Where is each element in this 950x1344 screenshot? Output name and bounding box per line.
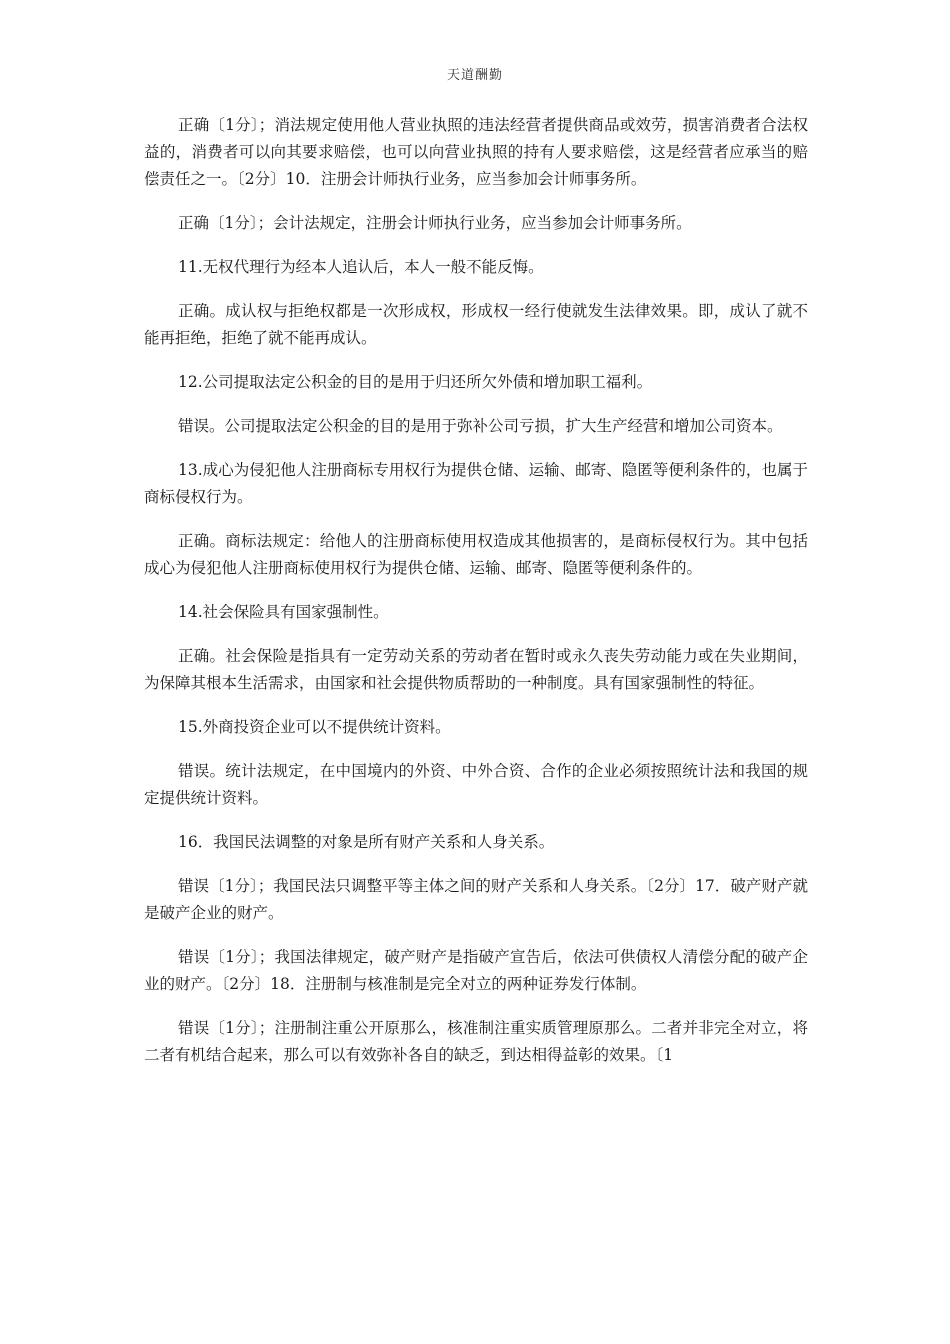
page-header: 天道酬勤	[446, 68, 503, 83]
question-16: 16．我国民法调整的对象是所有财产关系和人身关系。	[178, 833, 555, 851]
answer-15: 错误。统计法规定，在中国境内的外资、中外合资、合作的企业必须按照统计法和我国的规定提供统计资料。	[144, 762, 808, 807]
answer-14: 正确。社会保险是指具有一定劳动关系的劳动者在暂时或永久丧失劳动能力或在失业期间，为保障其根本生活需求，由国家和社会提供物质帮助的一种制度。具有国家强制性的特征。	[144, 647, 808, 692]
paragraph-1: 正确〔1分〕；消法规定使用他人营业执照的违法经营者提供商品或效劳，损害消费者合法权益的，消费者可以向其要求赔偿，也可以向营业执照的持有人要求赔偿，这是经营者应承当的赔偿责任之一。〔2分〕10．注册会计师执行业务，应当参加会计师事务所。	[144, 116, 808, 188]
question-13: 13.成心为侵犯他人注册商标专用权行为提供仓储、运输、邮寄、隐匿等便利条件的，也属于商标侵权行为。	[144, 461, 808, 506]
answer-12: 错误。公司提取法定公积金的目的是用于弥补公司亏损，扩大生产经营和增加公司资本。	[178, 417, 783, 435]
answer-16: 错误〔1分〕；我国民法只调整平等主体之间的财产关系和人身关系。〔2分〕17．破产财产就是破产企业的财产。	[144, 877, 808, 922]
answer-13: 正确。商标法规定：给他人的注册商标使用权造成其他损害的，是商标侵权行为。其中包括成心为侵犯他人注册商标使用权行为提供仓储、运输、邮寄、隐匿等便利条件的。	[144, 532, 808, 577]
question-11: 11.无权代理行为经本人追认后，本人一般不能反悔。	[178, 258, 544, 276]
question-15: 15.外商投资企业可以不提供统计资料。	[178, 718, 451, 736]
answer-17: 错误〔1分〕；我国法律规定，破产财产是指破产宣告后，依法可供债权人清偿分配的破产企业的财产。〔2分〕18．注册制与核准制是完全对立的两种证券发行体制。	[144, 948, 808, 993]
question-14: 14.社会保险具有国家强制性。	[178, 603, 389, 621]
answer-18: 错误〔1分〕；注册制注重公开原那么，核准制注重实质管理原那么。二者并非完全对立，将二者有机结合起来，那么可以有效弥补各自的缺乏，到达相得益彰的效果。〔1	[144, 1019, 808, 1064]
document-body	[144, 112, 808, 1086]
paragraph-2: 正确〔1分〕；会计法规定，注册会计师执行业务，应当参加会计师事务所。	[178, 214, 692, 232]
question-12: 12.公司提取法定公积金的目的是用于归还所欠外债和增加职工福利。	[178, 373, 653, 391]
answer-11: 正确。成认权与拒绝权都是一次形成权，形成权一经行使就发生法律效果。即，成认了就不能再拒绝，拒绝了就不能再成认。	[144, 302, 808, 347]
